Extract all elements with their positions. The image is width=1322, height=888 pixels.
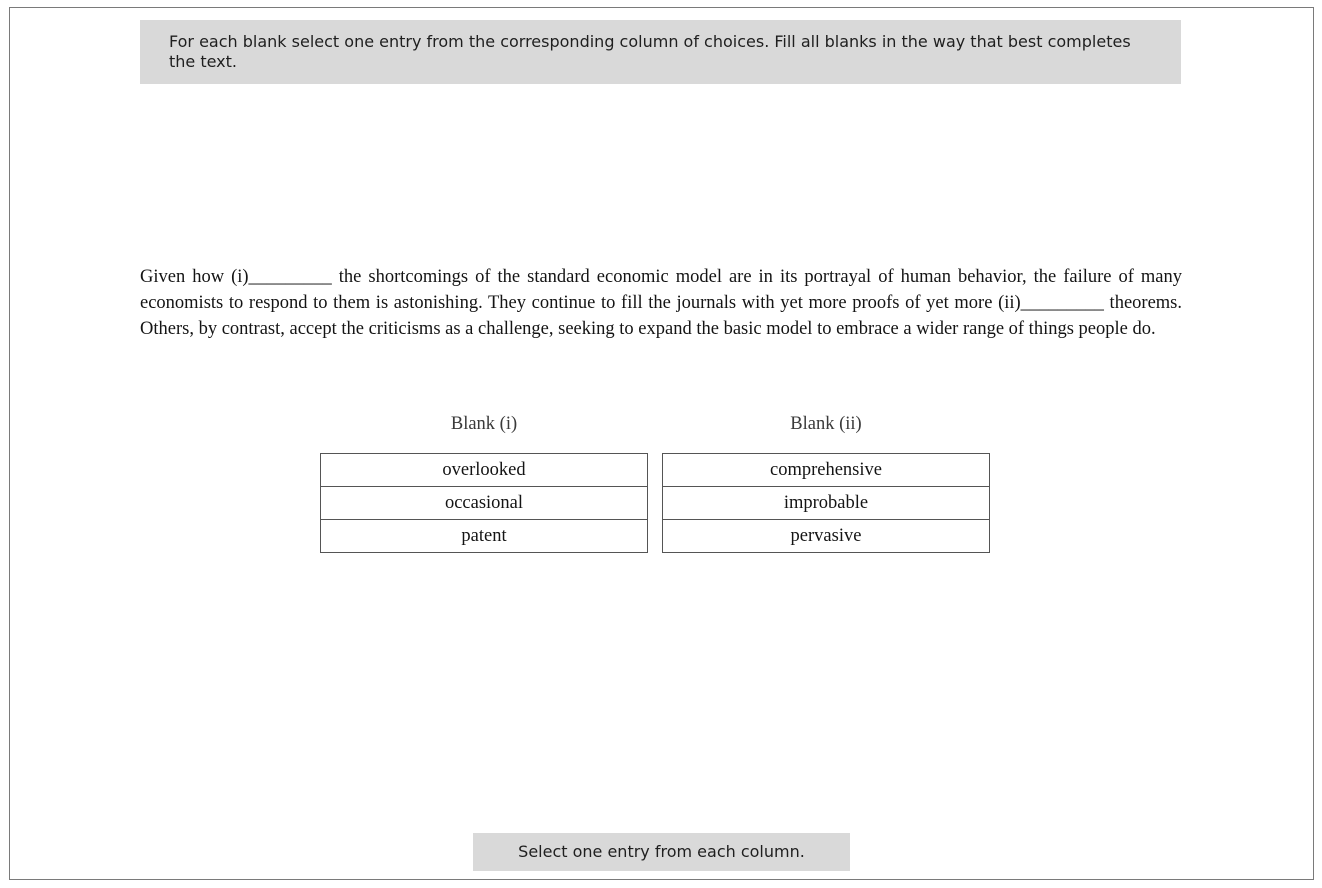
blank-ii-option-pervasive[interactable]: pervasive bbox=[790, 526, 862, 546]
instructions-banner bbox=[140, 20, 1181, 84]
passage-text: Given how (i)_________ the shortcomings of the standard economic model are in its portrayal of human behavior, the failure of many economists to respond to them is astonishing. They continue to fill the journals with yet more proofs of yet more (ii)_________ theorems. Others, by contrast, accept the criticisms as a challenge, seeking to expand the basic model to embrace a wider range of things people do. bbox=[140, 267, 1182, 339]
blank-ii-choices bbox=[662, 453, 990, 553]
blank-i-heading: Blank (i) bbox=[450, 414, 518, 434]
question-frame bbox=[9, 7, 1314, 880]
blank-i-choices bbox=[320, 453, 648, 553]
blank-i-option-overlooked[interactable]: overlooked bbox=[321, 454, 647, 487]
blank-i-option-patent[interactable]: patent bbox=[461, 526, 507, 546]
status-message: Select one entry from each column. bbox=[473, 833, 850, 871]
blank-ii-option-comprehensive[interactable]: comprehensive bbox=[663, 454, 989, 487]
blank-ii-heading: Blank (ii) bbox=[790, 414, 862, 434]
blank-i-option-occasional[interactable]: occasional bbox=[321, 487, 647, 520]
instructions-text: For each blank select one entry from the corresponding column of choices. Fill all blanks in the way that best completes the text. bbox=[169, 32, 1131, 71]
blank-ii-option-improbable[interactable]: improbable bbox=[663, 487, 989, 520]
